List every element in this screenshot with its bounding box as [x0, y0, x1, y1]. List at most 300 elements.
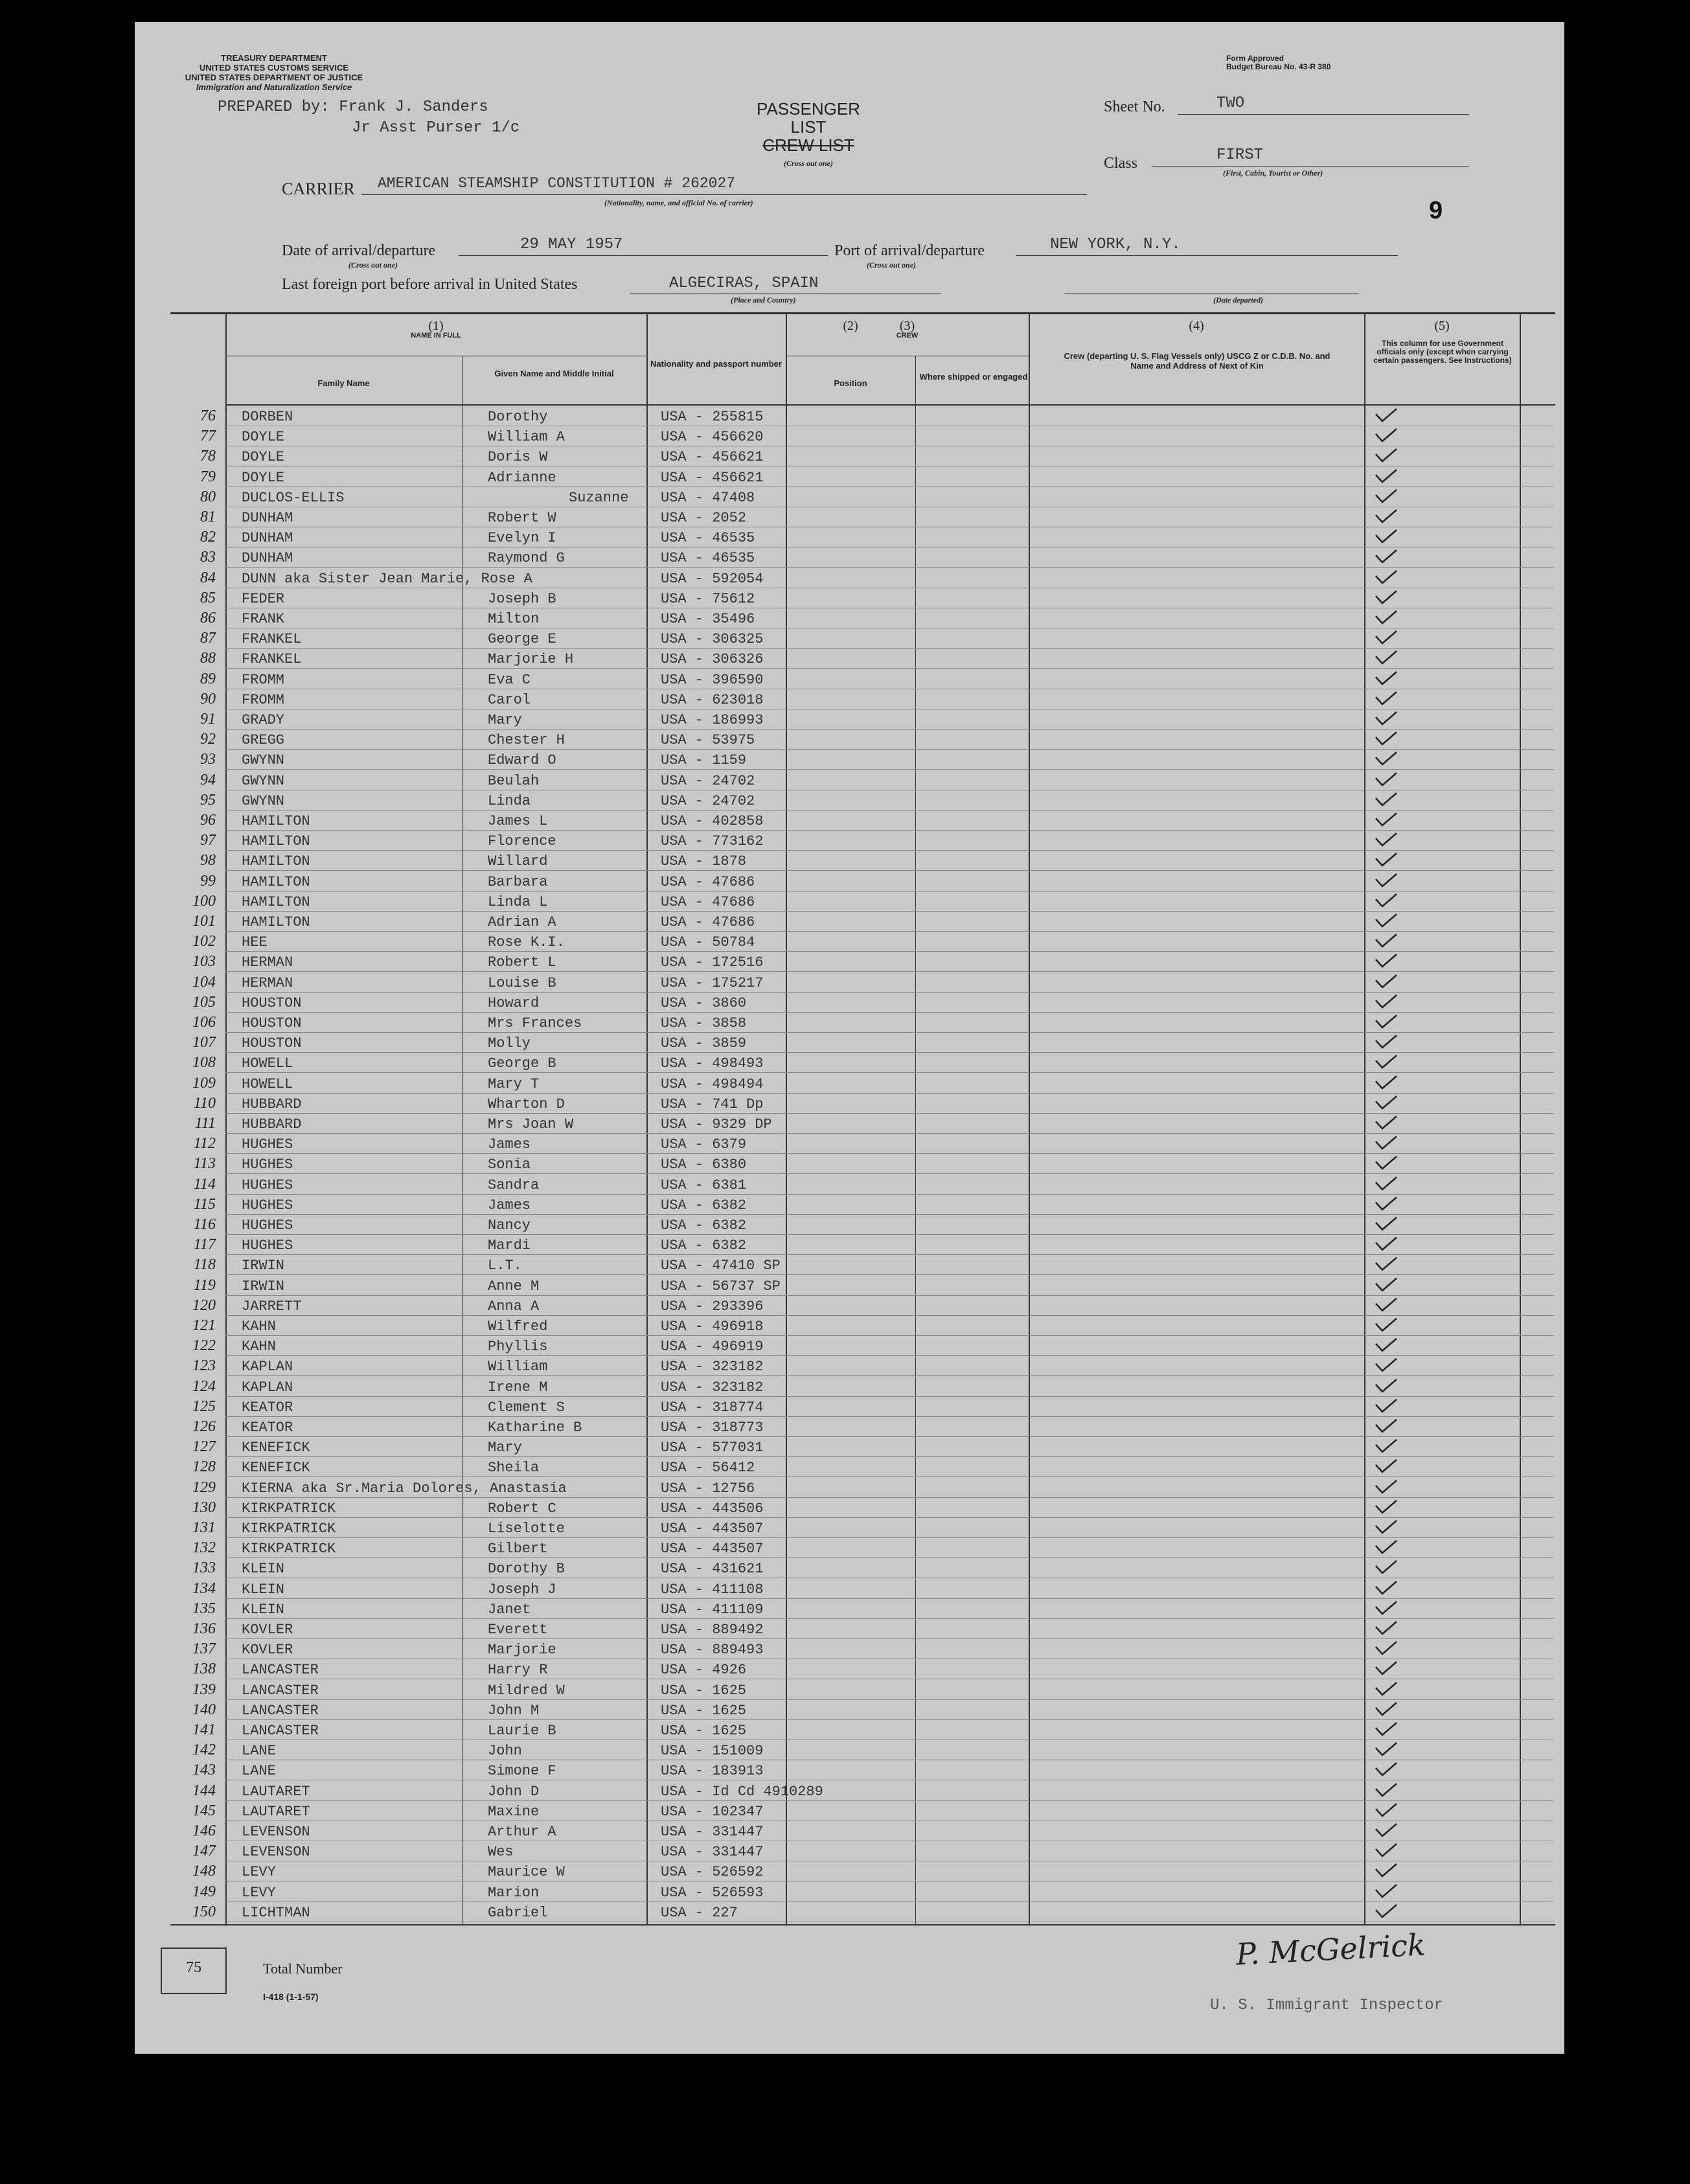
given-name: Katharine B — [488, 1420, 582, 1436]
check-mark-icon — [1373, 446, 1399, 463]
table-row — [135, 972, 1564, 993]
passport-number: USA - 323182 — [661, 1359, 764, 1375]
check-mark-icon — [1373, 750, 1399, 766]
given-name: Irene M — [488, 1379, 548, 1396]
table-row — [135, 1680, 1564, 1700]
passport-number: USA - 3860 — [661, 994, 747, 1011]
family-name: DORBEN — [242, 409, 293, 425]
given-name: Everett — [488, 1622, 548, 1638]
date-departed-caption: (Date departed) — [1213, 295, 1263, 305]
family-name: GRADY — [242, 712, 285, 728]
passport-number: USA - 331447 — [661, 1824, 764, 1840]
given-name: Linda L — [488, 893, 548, 910]
check-mark-icon — [1373, 1255, 1399, 1272]
given-name: Maurice W — [488, 1864, 565, 1881]
row-number: 110 — [193, 1094, 216, 1112]
given-name: Chester H — [488, 732, 565, 749]
given-name: Willard — [488, 853, 548, 870]
table-row — [135, 1659, 1564, 1679]
row-number: 95 — [200, 791, 216, 809]
given-name: William — [488, 1359, 548, 1375]
table-row — [135, 1781, 1564, 1801]
row-number: 138 — [192, 1661, 216, 1678]
given-name: L.T. — [488, 1258, 522, 1274]
family-name: KLEIN — [242, 1601, 285, 1618]
given-name: Marjorie — [488, 1642, 556, 1659]
row-number: 94 — [200, 771, 216, 788]
table-row — [135, 467, 1564, 487]
class-caption: (First, Cabin, Tourist or Other) — [1223, 168, 1323, 178]
row-number: 149 — [192, 1883, 216, 1900]
family-name: FRANKEL — [242, 651, 302, 668]
family-name: FROMM — [242, 671, 285, 688]
family-name: JARRETT — [242, 1298, 302, 1315]
family-name: KLEIN — [242, 1581, 285, 1598]
family-name: HUBBARD — [242, 1096, 302, 1112]
given-name: Adrianne — [488, 469, 556, 486]
row-number: 139 — [192, 1681, 216, 1698]
row-number: 150 — [192, 1903, 216, 1920]
port-value: NEW YORK, N.Y. — [1050, 236, 1181, 253]
given-name: Rose K.I. — [488, 934, 565, 951]
table-row — [135, 1518, 1564, 1538]
row-number: 83 — [200, 549, 216, 566]
check-mark-icon — [1373, 1397, 1399, 1414]
row-number: 123 — [192, 1357, 216, 1375]
row-number: 137 — [192, 1640, 216, 1658]
crew-kin-header: Crew (departing U. S. Flag Vessels only) USCG Z or C.D.B. No. and Name and Address of Next of Kin — [1064, 351, 1330, 371]
check-mark-icon — [1373, 1276, 1399, 1293]
given-name: Robert W — [488, 510, 556, 526]
table-row — [135, 568, 1564, 588]
family-name: DOYLE — [242, 429, 285, 446]
table-row — [135, 1296, 1564, 1316]
carrier-underline — [361, 194, 1087, 195]
table-row — [135, 831, 1564, 851]
row-number: 82 — [200, 529, 216, 546]
table-row — [135, 507, 1564, 527]
table-row — [135, 1700, 1564, 1720]
passport-number: USA - 102347 — [661, 1803, 764, 1820]
check-mark-icon — [1373, 1659, 1399, 1676]
check-mark-icon — [1373, 487, 1399, 504]
dept-line: Immigration and Naturalization Service — [196, 82, 352, 92]
family-name: KIRKPATRICK — [242, 1541, 336, 1558]
family-name: KEATOR — [242, 1399, 293, 1416]
passport-number: USA - 323182 — [661, 1379, 764, 1396]
given-name: George B — [488, 1055, 556, 1072]
given-name: Liselotte — [488, 1521, 565, 1537]
passport-number: USA - 456621 — [661, 449, 764, 466]
family-name: GWYNN — [242, 792, 285, 809]
cross-out-caption: (Cross out one) — [783, 159, 833, 168]
check-mark-icon — [1373, 649, 1399, 665]
family-name: HAMILTON — [242, 914, 310, 930]
class-underline — [1152, 166, 1469, 167]
row-number: 126 — [192, 1418, 216, 1435]
check-mark-icon — [1373, 628, 1399, 645]
check-mark-icon — [1373, 952, 1399, 969]
row-number: 147 — [192, 1843, 216, 1860]
passport-number: USA - 183913 — [661, 1763, 764, 1780]
family-name: HERMAN — [242, 974, 293, 991]
table-row — [135, 628, 1564, 649]
family-name: HUGHES — [242, 1197, 293, 1213]
passport-number: USA - 12756 — [661, 1480, 755, 1497]
check-mark-icon — [1373, 669, 1399, 686]
passport-number: USA - 46535 — [661, 550, 755, 567]
given-name: William A — [488, 429, 565, 446]
check-mark-icon — [1373, 467, 1399, 484]
row-number: 115 — [193, 1195, 216, 1213]
given-name: Barbara — [488, 873, 548, 890]
row-number: 89 — [200, 670, 216, 687]
total-value: 75 — [186, 1959, 201, 1976]
check-mark-icon — [1373, 1821, 1399, 1838]
passport-number: USA - 498493 — [661, 1055, 764, 1072]
given-name: Janet — [488, 1601, 531, 1618]
check-mark-icon — [1373, 1720, 1399, 1737]
table-row — [135, 1195, 1564, 1215]
passport-number: USA - 496918 — [661, 1318, 764, 1335]
passport-number: USA - 2052 — [661, 510, 747, 526]
inspector-label: U. S. Immigrant Inspector — [1210, 1997, 1444, 2014]
table-row — [135, 1457, 1564, 1477]
table-row — [135, 547, 1564, 568]
check-mark-icon — [1373, 1336, 1399, 1353]
given-name: Marjorie H — [488, 651, 574, 668]
family-name: HAMILTON — [242, 893, 310, 910]
table-row — [135, 750, 1564, 770]
family-name: DUCLOS-ELLIS — [242, 489, 345, 506]
family-name-header: Family Name — [317, 378, 370, 388]
row-number: 144 — [192, 1782, 216, 1799]
given-name: Doris W — [488, 449, 548, 466]
given-name: Gabriel — [488, 1904, 548, 1921]
row-number: 81 — [200, 509, 216, 525]
check-mark-icon — [1373, 912, 1399, 928]
check-mark-icon — [1373, 1296, 1399, 1313]
table-row — [135, 1821, 1564, 1841]
given-name: Mary T — [488, 1075, 540, 1092]
sheet-value: TWO — [1216, 95, 1245, 112]
given-name: Linda — [488, 792, 531, 809]
family-name: HOUSTON — [242, 994, 302, 1011]
check-mark-icon — [1373, 709, 1399, 726]
check-mark-icon — [1373, 1882, 1399, 1899]
table-row — [135, 912, 1564, 932]
table-row — [135, 1417, 1564, 1437]
check-mark-icon — [1373, 993, 1399, 1009]
passport-number: USA - 496919 — [661, 1339, 764, 1355]
carrier-caption: (Nationality, name, and official No. of carrier) — [604, 198, 753, 207]
passport-number: USA - 396590 — [661, 671, 764, 688]
passport-number: USA - 443506 — [661, 1500, 764, 1517]
passport-number: USA - 318773 — [661, 1420, 764, 1436]
check-mark-icon — [1373, 588, 1399, 605]
row-number: 85 — [200, 589, 216, 606]
table-row — [135, 1235, 1564, 1255]
form-number: I-418 (1-1-57) — [263, 1992, 319, 2002]
check-mark-icon — [1373, 1579, 1399, 1596]
check-mark-icon — [1373, 568, 1399, 585]
check-mark-icon — [1373, 689, 1399, 706]
col3-header — [786, 321, 1029, 341]
check-mark-icon — [1373, 1457, 1399, 1474]
page-number: 9 — [1429, 197, 1443, 224]
col4-header — [1029, 321, 1364, 331]
family-name: GREGG — [242, 732, 285, 749]
family-name: LAUTARET — [242, 1803, 310, 1820]
given-name: Arthur A — [488, 1824, 556, 1840]
col3-number: (3) — [899, 319, 915, 333]
row-number: 134 — [192, 1580, 216, 1597]
check-mark-icon — [1373, 1215, 1399, 1232]
passport-number: USA - 24702 — [661, 792, 755, 809]
passport-number: USA - 172516 — [661, 954, 764, 971]
family-name: FEDER — [242, 590, 285, 607]
check-mark-icon — [1373, 851, 1399, 868]
family-name: KOVLER — [242, 1642, 293, 1659]
given-name: Louise B — [488, 974, 556, 991]
given-name: Wilfred — [488, 1318, 548, 1335]
passport-number: USA - 6382 — [661, 1197, 747, 1213]
check-mark-icon — [1373, 1619, 1399, 1636]
family-name: HUBBARD — [242, 1116, 302, 1132]
check-mark-icon — [1373, 810, 1399, 827]
last-port-label: Last foreign port before arrival in United States — [282, 276, 578, 293]
passport-number: USA - 741 Dp — [661, 1096, 764, 1112]
passport-header: Nationality and passport number — [650, 359, 782, 369]
date-underline — [459, 255, 828, 256]
passport-number: USA - 56412 — [661, 1460, 755, 1477]
table-bottom-border — [170, 1924, 1555, 1925]
col5-number: (5) — [1434, 319, 1450, 333]
given-name: George E — [488, 631, 556, 648]
given-name: Howard — [488, 994, 540, 1011]
family-name: DUNHAM — [242, 510, 293, 526]
given-name: Nancy — [488, 1217, 531, 1234]
table-row — [135, 1175, 1564, 1195]
row-number: 98 — [200, 852, 216, 869]
check-mark-icon — [1373, 1033, 1399, 1050]
col1-header — [225, 321, 646, 341]
check-mark-icon — [1373, 608, 1399, 625]
table-row — [135, 1013, 1564, 1033]
row-number: 96 — [200, 812, 216, 829]
passport-number: USA - 411109 — [661, 1601, 764, 1618]
row-number: 142 — [192, 1741, 216, 1759]
row-number: 99 — [200, 872, 216, 890]
check-mark-icon — [1373, 831, 1399, 847]
passport-number: USA - 9329 DP — [661, 1116, 772, 1132]
passport-number: USA - 1625 — [661, 1702, 747, 1719]
family-name: KAHN — [242, 1339, 276, 1355]
given-name: Florence — [488, 833, 556, 850]
given-name: Raymond G — [488, 550, 565, 567]
passenger-list-page — [135, 22, 1564, 2054]
check-mark-icon — [1373, 770, 1399, 787]
table-row — [135, 1902, 1564, 1922]
given-name: Mary — [488, 1440, 522, 1456]
family-name: LICHTMAN — [242, 1904, 310, 1921]
prepared-by: PREPARED by: Frank J. Sanders — [218, 98, 488, 116]
form-title — [737, 100, 880, 172]
passport-number: USA - 1625 — [661, 1723, 747, 1739]
family-name: FRANKEL — [242, 631, 302, 648]
given-name: Marion — [488, 1884, 540, 1901]
table-row — [135, 608, 1564, 628]
family-name: HAMILTON — [242, 853, 310, 870]
given-name: Simone F — [488, 1763, 556, 1780]
class-value: FIRST — [1216, 146, 1264, 164]
family-name: DOYLE — [242, 469, 285, 486]
passport-number: USA - 318774 — [661, 1399, 764, 1416]
given-name: John — [488, 1743, 522, 1760]
row-number: 113 — [193, 1155, 216, 1173]
check-mark-icon — [1373, 1558, 1399, 1575]
row-number: 121 — [192, 1317, 216, 1334]
header-bottom-border — [225, 404, 1555, 406]
col3-title: CREW — [896, 332, 919, 339]
given-name: Mildred W — [488, 1682, 565, 1699]
table-row — [135, 1437, 1564, 1457]
passport-number: USA - 431621 — [661, 1561, 764, 1578]
class-label: Class — [1104, 155, 1138, 172]
passport-number: USA - 623018 — [661, 691, 764, 708]
family-name: KIRKPATRICK — [242, 1521, 336, 1537]
passport-number: USA - 498494 — [661, 1075, 764, 1092]
row-number: 114 — [193, 1175, 216, 1193]
table-row — [135, 1377, 1564, 1397]
check-mark-icon — [1373, 1377, 1399, 1394]
row-number: 88 — [200, 650, 216, 667]
family-name: HOWELL — [242, 1055, 293, 1072]
family-name: LANCASTER — [242, 1723, 319, 1739]
table-row — [135, 1134, 1564, 1154]
passport-number: USA - Id Cd 4910289 — [661, 1783, 823, 1800]
given-name: Beulah — [488, 772, 540, 789]
check-mark-icon — [1373, 1114, 1399, 1131]
family-name: LANCASTER — [242, 1682, 319, 1699]
row-number: 128 — [192, 1458, 216, 1476]
passport-number: USA - 6382 — [661, 1237, 747, 1254]
given-name: James — [488, 1197, 531, 1213]
table-row — [135, 1255, 1564, 1275]
check-mark-icon — [1373, 1235, 1399, 1252]
passport-number: USA - 402858 — [661, 813, 764, 829]
family-name: KLEIN — [242, 1561, 285, 1578]
check-mark-icon — [1373, 1841, 1399, 1858]
check-mark-icon — [1373, 1074, 1399, 1090]
row-number: 107 — [192, 1034, 216, 1052]
given-name: Maxine — [488, 1803, 540, 1820]
check-mark-icon — [1373, 1316, 1399, 1333]
family-name: KAPLAN — [242, 1359, 293, 1375]
table-row — [135, 1215, 1564, 1235]
table-row — [135, 1740, 1564, 1760]
check-mark-icon — [1373, 871, 1399, 888]
check-mark-icon — [1373, 730, 1399, 746]
passport-number: USA - 526592 — [661, 1864, 764, 1881]
family-name: LEVY — [242, 1884, 276, 1901]
check-mark-icon — [1373, 1498, 1399, 1515]
row-number: 86 — [200, 610, 216, 626]
passport-number: USA - 3859 — [661, 1035, 747, 1052]
passport-number: USA - 175217 — [661, 974, 764, 991]
given-name: John M — [488, 1702, 540, 1719]
table-row — [135, 851, 1564, 871]
given-name-header: Given Name and Middle Initial — [494, 369, 614, 378]
family-name: LEVY — [242, 1864, 276, 1881]
given-name: Joseph B — [488, 590, 556, 607]
table-row — [135, 446, 1564, 466]
check-mark-icon — [1373, 1356, 1399, 1373]
port-cross-caption: (Cross out one) — [867, 260, 917, 270]
passport-number: USA - 227 — [661, 1904, 738, 1921]
table-row — [135, 993, 1564, 1013]
check-mark-icon — [1373, 1195, 1399, 1212]
row-number: 133 — [192, 1559, 216, 1577]
row-number: 148 — [192, 1863, 216, 1880]
given-name: Edward O — [488, 752, 556, 769]
check-mark-icon — [1373, 972, 1399, 989]
table-top-border — [170, 312, 1555, 314]
given-name: Dorothy — [488, 409, 548, 425]
passport-number: USA - 1625 — [661, 1682, 747, 1699]
passport-number: USA - 255815 — [661, 409, 764, 425]
family-name: HUGHES — [242, 1136, 293, 1153]
family-name: GWYNN — [242, 772, 285, 789]
row-number: 76 — [200, 408, 216, 424]
col2-number: (2) — [843, 319, 858, 333]
passport-number: USA - 6379 — [661, 1136, 747, 1153]
row-number: 141 — [192, 1721, 216, 1738]
carrier-label: CARRIER — [282, 179, 355, 198]
family-name: KENEFICK — [242, 1440, 310, 1456]
family-name: HERMAN — [242, 954, 293, 971]
table-row — [135, 669, 1564, 689]
check-mark-icon — [1373, 1417, 1399, 1434]
passport-number: USA - 331447 — [661, 1844, 764, 1861]
row-number: 145 — [192, 1802, 216, 1819]
passport-number: USA - 6381 — [661, 1177, 747, 1193]
table-row — [135, 1094, 1564, 1114]
passport-number: USA - 47410 SP — [661, 1258, 781, 1274]
table-row — [135, 952, 1564, 972]
table-row — [135, 790, 1564, 810]
table-row — [135, 1154, 1564, 1174]
row-number: 124 — [192, 1377, 216, 1395]
check-mark-icon — [1373, 426, 1399, 443]
table-row — [135, 1538, 1564, 1558]
table-row — [135, 1478, 1564, 1498]
family-name: HUGHES — [242, 1177, 293, 1193]
date-cross-caption: (Cross out one) — [348, 260, 398, 270]
passport-number: USA - 411108 — [661, 1581, 764, 1598]
family-name: KOVLER — [242, 1622, 293, 1638]
sheet-underline — [1178, 114, 1469, 115]
passport-number: USA - 47408 — [661, 489, 755, 506]
given-name: Eva C — [488, 671, 531, 688]
date-value: 29 MAY 1957 — [520, 236, 623, 253]
row-number: 78 — [200, 448, 216, 465]
given-name: Evelyn I — [488, 530, 556, 547]
row-number: 91 — [200, 711, 216, 728]
passport-number: USA - 35496 — [661, 611, 755, 627]
passport-number: USA - 592054 — [661, 570, 764, 587]
row-number: 125 — [192, 1397, 216, 1415]
